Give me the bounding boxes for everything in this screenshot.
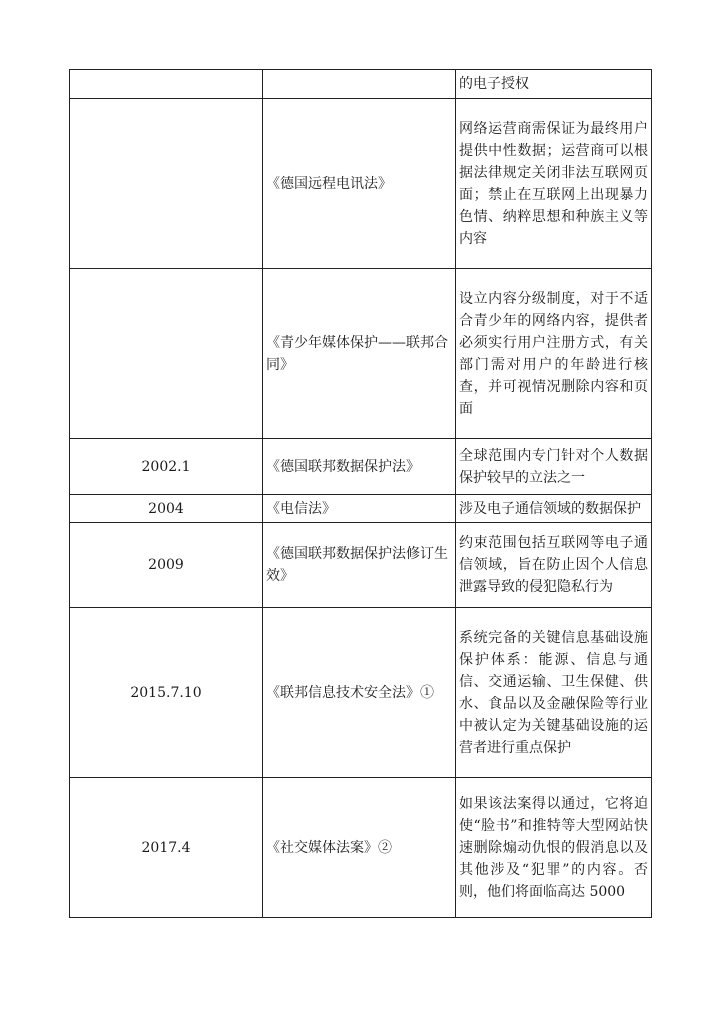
note-cell: 如果该法案得以通过，它将迫使“脸书”和推特等大型网站快速删除煽动仇恨的假消息以及其他涉及“犯罪”的内容。否则，他们将面临高达 5000	[456, 778, 652, 918]
table-row	[70, 439, 652, 495]
date-cell	[70, 99, 263, 269]
note-cell: 约束范围包括互联网等电子通信领域，旨在防止因个人信息泄露导致的侵犯隐私行为	[456, 523, 652, 608]
date-cell	[70, 70, 263, 99]
law-cell: 《青少年媒体保护——联邦合同》	[263, 269, 456, 439]
note-cell: 全球范围内专门针对个人数据保护较早的立法之一	[456, 439, 652, 495]
note-cell: 网络运营商需保证为最终用户提供中性数据；运营商可以根据法律规定关闭非法互联网页面；禁止在互联网上出现暴力色情、纳粹思想和种族主义等内容	[456, 99, 652, 269]
table-row	[70, 269, 652, 439]
table-row	[70, 70, 652, 99]
date-cell: 2002.1	[70, 439, 263, 495]
law-table	[69, 69, 652, 918]
date-cell: 2017.4	[70, 778, 263, 918]
law-cell: 《联邦信息技术安全法》①	[263, 608, 456, 778]
note-cell: 系统完备的关键信息基础设施保护体系：能源、信息与通信、交通运输、卫生保健、供水、食品以及金融保险等行业中被认定为关键基础设施的运营者进行重点保护	[456, 608, 652, 778]
date-cell: 2015.7.10	[70, 608, 263, 778]
table-row	[70, 608, 652, 778]
date-cell: 2004	[70, 495, 263, 523]
table-row	[70, 495, 652, 523]
law-cell: 《德国远程电讯法》	[263, 99, 456, 269]
note-cell: 涉及电子通信领域的数据保护	[456, 495, 652, 523]
law-cell: 《电信法》	[263, 495, 456, 523]
note-cell: 设立内容分级制度，对于不适合青少年的网络内容，提供者必须实行用户注册方式，有关部门需对用户的年龄进行核查，并可视情况删除内容和页面	[456, 269, 652, 439]
table-row	[70, 778, 652, 918]
table-row	[70, 523, 652, 608]
law-cell: 《德国联邦数据保护法修订生效》	[263, 523, 456, 608]
law-cell	[263, 70, 456, 99]
date-cell: 2009	[70, 523, 263, 608]
law-cell: 《社交媒体法案》②	[263, 778, 456, 918]
law-cell: 《德国联邦数据保护法》	[263, 439, 456, 495]
note-cell: 的电子授权	[456, 70, 652, 99]
table-row	[70, 99, 652, 269]
date-cell	[70, 269, 263, 439]
